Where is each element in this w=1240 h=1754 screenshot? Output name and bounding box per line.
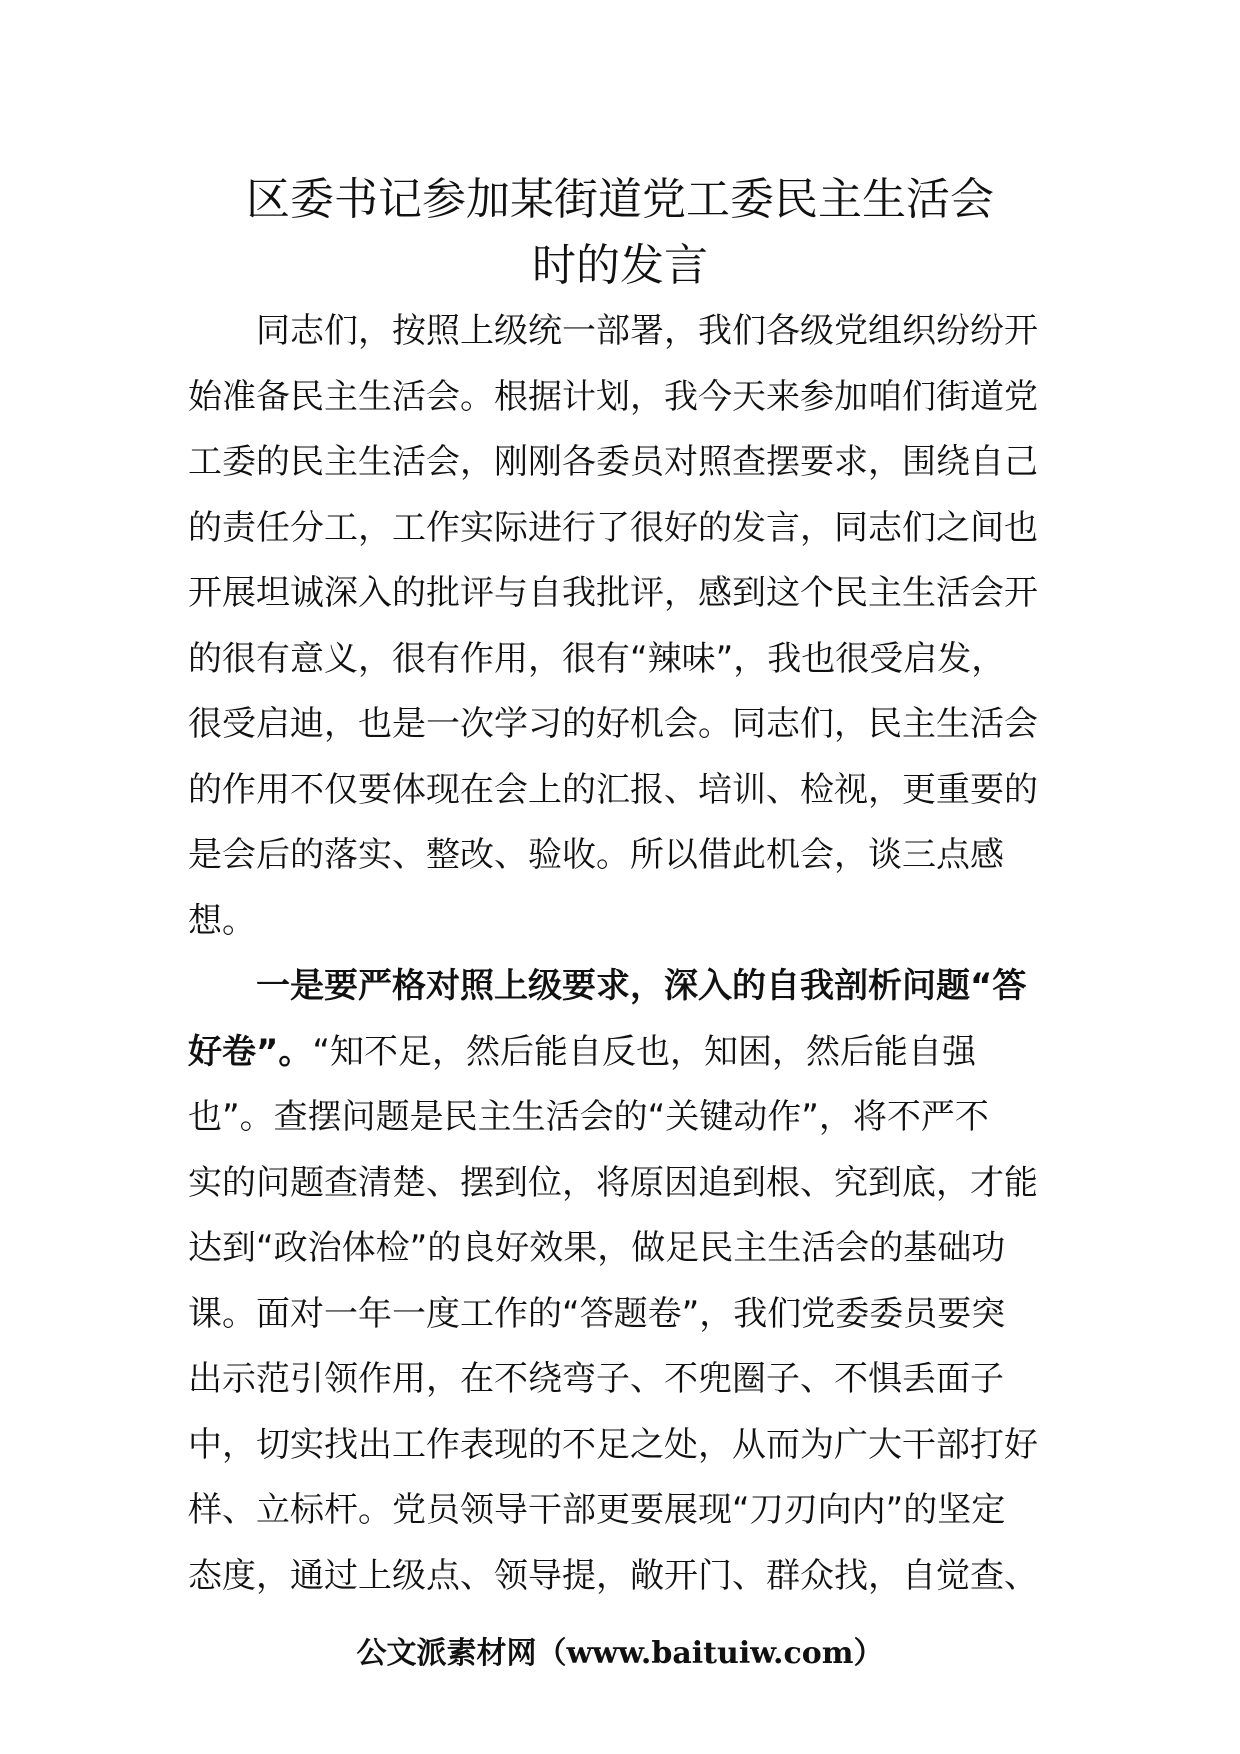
document-body [188, 299, 1056, 1609]
paragraph-1-line: 的作用不仅要体现在会上的汇报、培训、检视，更重要的 [188, 769, 1038, 810]
paragraph-2-line: 实的问题查清楚、摆到位，将原因追到根、究到底，才能 [188, 1162, 1038, 1203]
page-footer [0, 1632, 1240, 1676]
paragraph-2-line: 达到“政治体检”的良好效果，做足民主生活会的基础功 [188, 1228, 1006, 1268]
paragraph-1-line: 想。 [188, 900, 256, 941]
paragraph-2-line: 也”。查摆问题是民主生活会的“关键动作”，将不严不 [188, 1097, 989, 1137]
paragraph-2-line-mixed [188, 1020, 1056, 1086]
paragraph-1-line: 很受启迪，也是一次学习的好机会。同志们，民主生活会 [188, 704, 1038, 744]
paragraph-1-line: 始准备民主生活会。根据计划，我今天来参加咱们街道党 [188, 376, 1038, 417]
paragraph-2-heading-line: 一是要严格对照上级要求，深入的自我剖析问题“答 [256, 966, 1027, 1006]
paragraph-1-line: 同志们，按照上级统一部署，我们各级党组织纷纷开 [256, 311, 1038, 351]
footer-site-name: 公文派素材网 [356, 1636, 537, 1671]
paragraph-1-line: 的很有意义，很有作用，很有“辣味”，我也很受启发， [188, 638, 1006, 679]
paragraph-2-line: 样、立标杆。党员领导干部更要展现“刀刃向内”的坚定 [188, 1490, 1006, 1530]
paragraph-2-line: 中，切实找出工作表现的不足之处，从而为广大干部打好 [188, 1424, 1038, 1465]
document-title-line-2: 时的发言 [532, 240, 708, 291]
paragraph-1-line: 是会后的落实、整改、验收。所以借此机会，谈三点感 [188, 835, 1004, 875]
paragraph-2-line: 态度，通过上级点、领导提，敞开门、群众找，自觉查、 [188, 1555, 1038, 1596]
paragraph-1-line: 开展坦诚深入的批评与自我批评，感到这个民主生活会开 [188, 573, 1038, 613]
paragraph-1-line: 工委的民主生活会，刚刚各委员对照查摆要求，围绕自己 [188, 442, 1038, 482]
paragraph-2-line: 课。面对一年一度工作的“答题卷”，我们党委委员要突 [188, 1293, 1006, 1334]
paragraph-2-heading-end: 好卷”。 [188, 1031, 313, 1072]
paragraph-2-quote-start: “知不足，然后能自反也，知困，然后能自强 [312, 1031, 976, 1072]
paragraph-2-line: 出示范引领作用，在不绕弯子、不兜圈子、不惧丢面子 [188, 1359, 1004, 1399]
paragraph-1-line: 的责任分工，工作实际进行了很好的发言，同志们之间也 [188, 507, 1038, 548]
footer-url[interactable]: （www.baituiw.com） [536, 1636, 884, 1671]
document-title-line-1: 区委书记参加某街道党工委民主生活会 [246, 174, 994, 225]
